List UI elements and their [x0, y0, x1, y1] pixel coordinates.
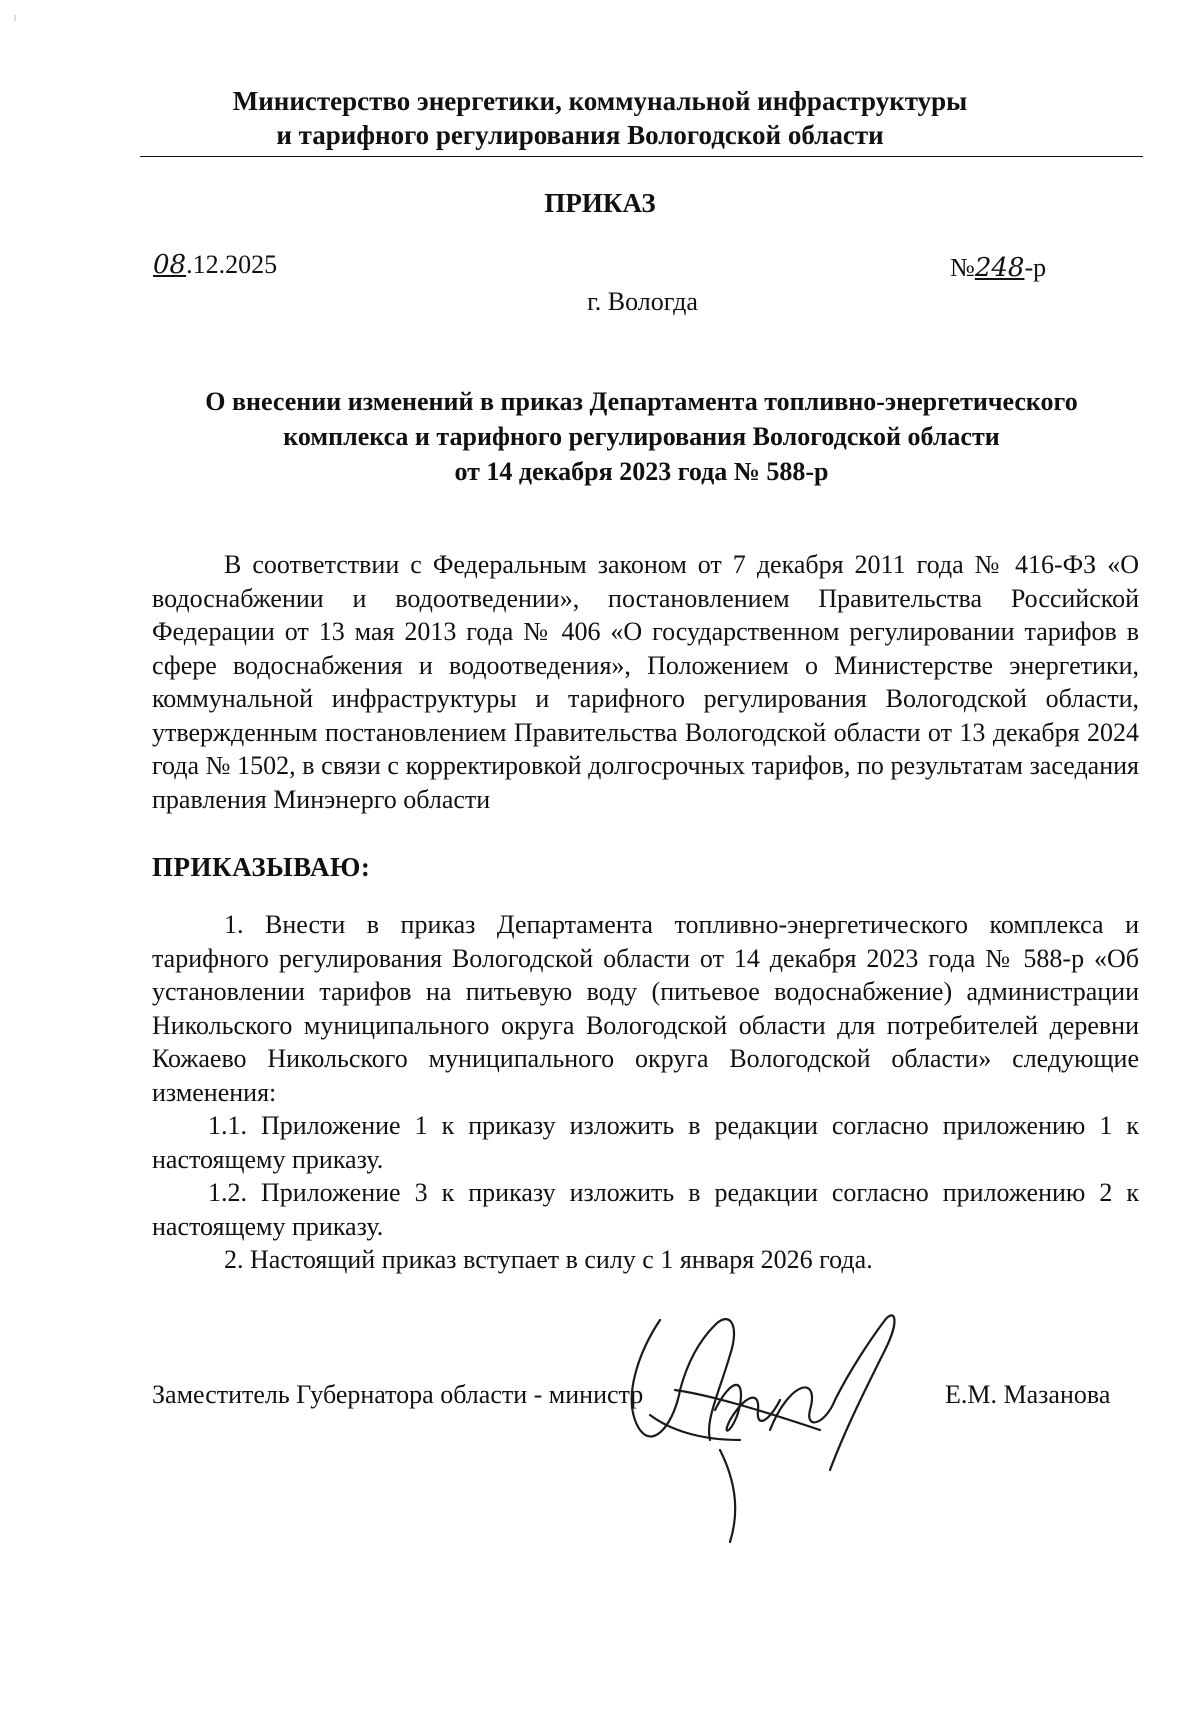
- ministry-name-line2: и тарифного регулирования Вологодской области: [276, 120, 884, 150]
- date-rest: .12.2025: [186, 250, 278, 279]
- order-number: [950, 253, 1046, 283]
- item-2: 2. Настоящий приказ вступает в силу с 1 января 2026 года.: [224, 1245, 873, 1274]
- item-1-2: 1.2. Приложение 3 к приказу изложить в редакции согласно приложению 2 к настоящему приказу.: [152, 1178, 1139, 1241]
- number-prefix: №: [950, 253, 975, 282]
- order-word: ПРИКАЗЫВАЮ:: [152, 852, 371, 882]
- subject-line1: О внесении изменений в приказ Департамента топливно-энергетического: [205, 387, 1078, 416]
- preamble-paragraph: В соответствии с Федеральным законом от 7 декабря 2011 года № 416-ФЗ «О водоснабжении и водоотведении», постановлением Правительства Российской Федерации от 13 мая 2013 года № 406 «О государственном регулировании тарифов в сфере водоснабжения и водоотведения», Положением о Министерстве энергетики, коммунальной инфраструктуры и тарифного регулирования Вологодской области, утвержденным постановлением Правительства Вологодской области от 13 декабря 2024 года № 1502, в связи с корректировкой долгосрочных тарифов, по результатам заседания правления Минэнерго области: [152, 550, 1139, 814]
- number-handwritten: 248: [974, 253, 1025, 283]
- signatory-position: Заместитель Губернатора области - министр: [152, 1380, 644, 1409]
- city: г. Вологда: [587, 287, 698, 316]
- scan-dot-icon: [10, 13, 20, 23]
- subject-line3: от 14 декабря 2023 года № 588-р: [454, 457, 829, 486]
- signatory-name: Е.М. Мазанова: [945, 1380, 1111, 1409]
- document-title: ПРИКАЗ: [544, 188, 656, 218]
- number-suffix: -р: [1024, 253, 1047, 282]
- handwritten-signature: [620, 1280, 950, 1550]
- item-1-1: 1.1. Приложение 1 к приказу изложить в редакции согласно приложению 1 к настоящему приказу.: [152, 1111, 1139, 1174]
- header-rule: [140, 156, 1143, 157]
- order-date: [153, 250, 277, 280]
- order-subject: [140, 384, 1143, 489]
- date-day-handwritten: 08: [153, 250, 187, 280]
- subject-line2: комплекса и тарифного регулирования Вологодской области: [283, 422, 1000, 451]
- scan-margin-mark: [10, 10, 20, 20]
- item-1: 1. Внести в приказ Департамента топливно-энергетического комплекса и тарифного регулирования Вологодской области от 14 декабря 2023 года № 588-р «Об установлении тарифов на питьевую воду (питьевое водоснабжение) администрации Никольского муниципального округа Вологодской области для потребителей деревни Кожаево Никольского муниципального округа Вологодской области» следующие изменения:: [152, 910, 1139, 1107]
- ministry-name-line1: Министерство энергетики, коммунальной инфраструктуры: [232, 86, 968, 116]
